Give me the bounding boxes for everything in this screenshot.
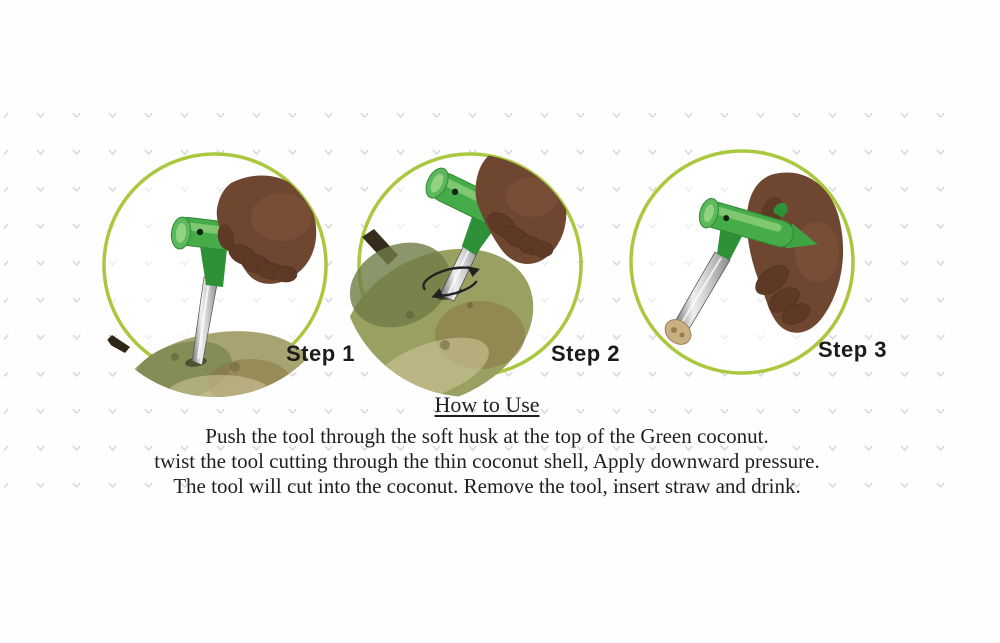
instruction-line-2: twist the tool cutting through the thin coconut shell, Apply downward pressure. [154, 449, 820, 473]
step-3-label: Step 3 [818, 337, 888, 362]
step-2-label: Step 2 [551, 341, 621, 366]
instruction-line-1: Push the tool through the soft husk at the top of the Green coconut. [205, 424, 769, 448]
instruction-line-3: The tool will cut into the coconut. Remove the tool, insert straw and drink. [173, 474, 801, 498]
step-1-label: Step 1 [286, 341, 356, 366]
how-to-use-section [0, 392, 974, 499]
coconut-stem-icon [105, 335, 130, 353]
how-to-use-heading: How to Use [434, 392, 540, 417]
